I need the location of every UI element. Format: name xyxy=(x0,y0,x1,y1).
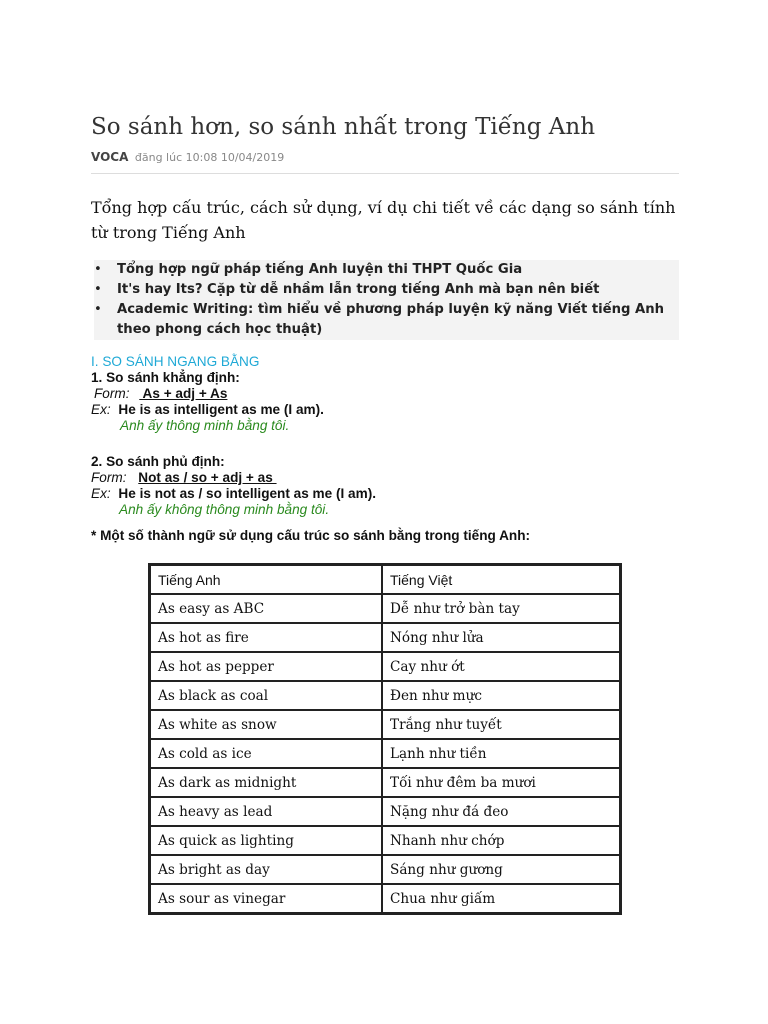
divider xyxy=(91,173,679,174)
form-label: Form: xyxy=(94,386,130,401)
english-idiom: As hot as fire xyxy=(150,623,382,652)
related-link-item[interactable] xyxy=(94,260,679,280)
example-translation: Anh ấy không thông minh bằng tôi. xyxy=(119,502,330,517)
english-idiom: As sour as vinegar xyxy=(150,884,382,913)
english-idiom: As bright as day xyxy=(150,855,382,884)
related-link[interactable]: It's hay Its? Cặp từ dễ nhầm lẫn trong tiếng Anh mà bạn nên biết xyxy=(117,282,600,297)
post-timestamp: đăng lúc 10:08 10/04/2019 xyxy=(134,151,285,164)
table-row xyxy=(150,681,620,710)
english-idiom: As easy as ABC xyxy=(150,594,382,623)
vietnamese-meaning: Tối như đêm ba mươi xyxy=(382,768,620,797)
table-row xyxy=(150,797,620,826)
vietnamese-meaning: Nhanh như chớp xyxy=(382,826,620,855)
related-link[interactable]: Tổng hợp ngữ pháp tiếng Anh luyện thi THPT Quốc Gia xyxy=(117,262,523,277)
english-idiom: As cold as ice xyxy=(150,739,382,768)
vietnamese-meaning: Cay như ớt xyxy=(382,652,620,681)
table-row xyxy=(150,594,620,623)
article-lead: Tổng hợp cấu trúc, cách sử dụng, ví dụ chi tiết về các dạng so sánh tính từ trong Tiếng Anh xyxy=(91,198,676,242)
vietnamese-meaning: Trắng như tuyết xyxy=(382,710,620,739)
vietnamese-meaning: Sáng như gương xyxy=(382,855,620,884)
table-row xyxy=(150,855,620,884)
negative-title: 2. So sánh phủ định: xyxy=(91,454,225,469)
table-row xyxy=(150,710,620,739)
example-sentence: He is as intelligent as me (I am). xyxy=(118,402,324,417)
vietnamese-meaning: Chua như giấm xyxy=(382,884,620,913)
table-row xyxy=(150,652,620,681)
english-idiom: As hot as pepper xyxy=(150,652,382,681)
affirm-form xyxy=(91,386,679,402)
vietnamese-meaning: Nặng như đá đeo xyxy=(382,797,620,826)
vietnamese-meaning: Nóng như lửa xyxy=(382,623,620,652)
form-value: As + adj + As xyxy=(139,386,228,401)
english-idiom: As dark as midnight xyxy=(150,768,382,797)
column-header: Tiếng Anh xyxy=(150,565,382,594)
form-value: Not as / so + adj + as xyxy=(138,470,277,485)
post-meta xyxy=(91,150,284,164)
section-heading: I. SO SÁNH NGANG BẰNG xyxy=(91,354,260,369)
table-row xyxy=(150,739,620,768)
related-link-item[interactable] xyxy=(94,300,679,340)
affirm-title: 1. So sánh khẳng định: xyxy=(91,370,240,385)
related-link[interactable]: Academic Writing: tìm hiểu về phương pháp luyện kỹ năng Viết tiếng Anh theo phong cách học thuật) xyxy=(117,302,665,337)
english-idiom: As black as coal xyxy=(150,681,382,710)
negative-form xyxy=(91,470,679,486)
table-row xyxy=(150,768,620,797)
author-name[interactable]: VOCA xyxy=(91,150,129,164)
idioms-table xyxy=(148,563,622,915)
page-title: So sánh hơn, so sánh nhất trong Tiếng Anh xyxy=(91,114,596,140)
example-translation: Anh ấy thông minh bằng tôi. xyxy=(120,418,290,433)
affirm-example xyxy=(91,402,679,418)
table-header-row xyxy=(150,565,620,594)
idioms-intro: * Một số thành ngữ sử dụng cấu trúc so sánh bằng trong tiếng Anh: xyxy=(91,528,531,543)
table-row xyxy=(150,884,620,913)
related-links-list xyxy=(94,260,679,340)
vietnamese-meaning: Lạnh như tiền xyxy=(382,739,620,768)
example-sentence: He is not as / so intelligent as me (I am). xyxy=(118,486,377,501)
table-row xyxy=(150,826,620,855)
form-label: Form: xyxy=(91,470,127,485)
english-idiom: As heavy as lead xyxy=(150,797,382,826)
column-header: Tiếng Việt xyxy=(382,565,620,594)
example-label: Ex: xyxy=(91,402,111,417)
vietnamese-meaning: Dễ như trở bàn tay xyxy=(382,594,620,623)
english-idiom: As quick as lighting xyxy=(150,826,382,855)
negative-example xyxy=(91,486,679,502)
spacer xyxy=(91,434,679,450)
table-row xyxy=(150,623,620,652)
section-equal-comparison xyxy=(91,354,679,544)
english-idiom: As white as snow xyxy=(150,710,382,739)
related-link-item[interactable] xyxy=(94,280,679,300)
vietnamese-meaning: Đen như mực xyxy=(382,681,620,710)
example-label: Ex: xyxy=(91,486,111,501)
